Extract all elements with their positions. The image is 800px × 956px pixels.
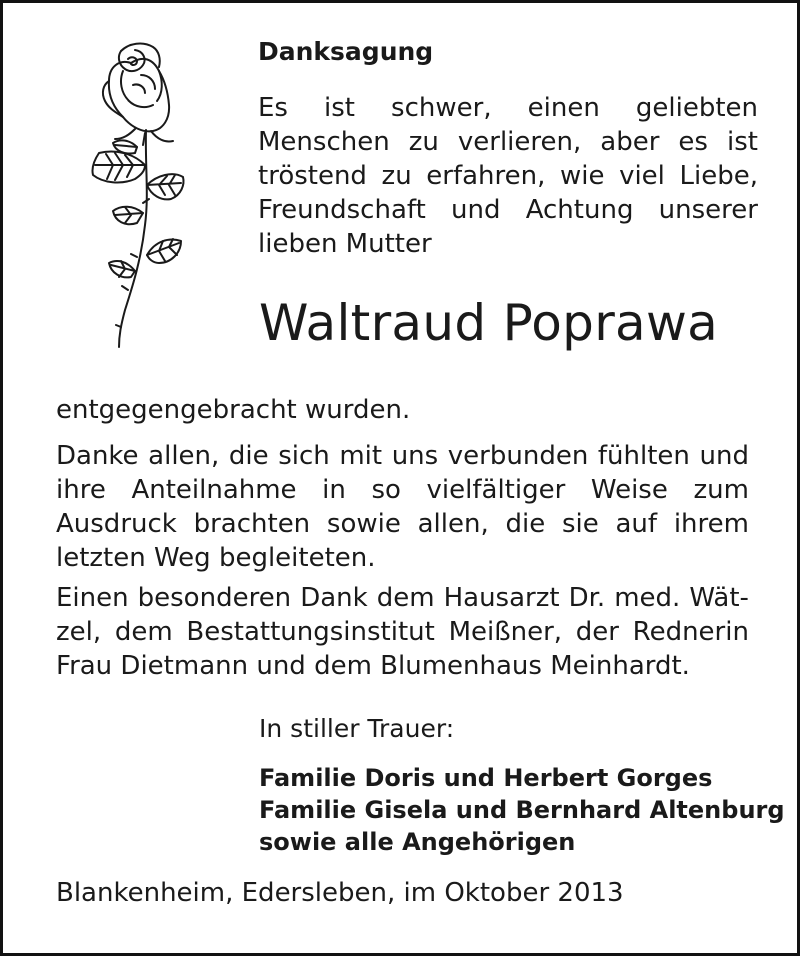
word: zel, <box>56 617 102 647</box>
word: zu <box>408 127 439 157</box>
word: Dr. <box>568 583 606 613</box>
word: Freundschaft <box>258 195 426 225</box>
word: die <box>228 441 269 471</box>
mourner-entry: Familie Doris und Herbert Gorges <box>259 764 713 792</box>
word: vielfältiger <box>426 475 566 505</box>
paragraph-line <box>56 473 749 507</box>
word: Anteilnahme <box>131 475 297 505</box>
word: sie <box>561 509 599 539</box>
word: Es <box>258 93 288 123</box>
mourners-list <box>259 762 785 858</box>
paragraph-line <box>56 541 749 575</box>
intro-line <box>258 227 758 261</box>
word: mit <box>339 441 383 471</box>
word: Meißner, <box>448 617 563 647</box>
paragraph-line <box>56 615 749 649</box>
word: tröstend <box>258 161 367 191</box>
paragraph-line <box>56 439 749 473</box>
word: verlieren, <box>457 127 582 157</box>
word: Dank <box>300 583 368 613</box>
word: Wät- <box>689 583 749 613</box>
word: Ausdruck <box>56 509 177 539</box>
word: und <box>699 441 749 471</box>
intro-line <box>258 91 758 125</box>
word: Hausarzt <box>443 583 560 613</box>
word: ist <box>324 93 355 123</box>
word: unserer <box>658 195 758 225</box>
word: viel <box>619 161 665 191</box>
word: zu <box>381 161 412 191</box>
word: zum <box>693 475 749 505</box>
word: es <box>678 127 708 157</box>
line-text: letzten Weg begleiteten. <box>56 543 376 573</box>
mourner-entry: sowie alle Angehörigen <box>259 828 576 856</box>
line-text: Frau Dietmann und dem Blumenhaus Meinhardt. <box>56 651 690 681</box>
heading: Danksagung <box>258 37 434 66</box>
intro-line <box>258 159 758 193</box>
paragraph-line <box>56 649 749 683</box>
word: Weise <box>590 475 668 505</box>
word: sich <box>278 441 330 471</box>
intro-line <box>258 193 758 227</box>
word: ist <box>726 127 758 157</box>
line-text: entgegengebracht wurden. <box>56 395 411 425</box>
word: dem <box>114 617 173 647</box>
word: Achtung <box>525 195 634 225</box>
word: ihrem <box>673 509 749 539</box>
word: geliebten <box>635 93 758 123</box>
word: dem <box>376 583 435 613</box>
paragraph-line <box>56 393 749 427</box>
word: so <box>371 475 401 505</box>
word: auf <box>615 509 658 539</box>
word: med. <box>614 583 681 613</box>
word: Liebe, <box>679 161 758 191</box>
word: der <box>575 617 619 647</box>
deceased-name: Waltraud Poprawa <box>259 294 719 352</box>
word: aber <box>600 127 660 157</box>
word: Rednerin <box>632 617 749 647</box>
rose-icon <box>73 35 193 353</box>
word: uns <box>391 441 439 471</box>
mourning-label: In stiller Trauer: <box>259 714 455 743</box>
word: Einen <box>56 583 129 613</box>
word: Menschen <box>258 127 390 157</box>
intro-line <box>258 125 758 159</box>
mourner-entry: Familie Gisela und Bernhard Altenburg <box>259 796 785 824</box>
word: allen, <box>148 441 220 471</box>
word: fühlten <box>597 441 690 471</box>
intro-text <box>258 91 758 261</box>
word: einen <box>527 93 600 123</box>
word: in <box>322 475 346 505</box>
line-text: lieben Mutter <box>258 229 432 259</box>
word: schwer, <box>391 93 492 123</box>
word: und <box>451 195 501 225</box>
word: allen, <box>417 509 489 539</box>
word: wie <box>559 161 605 191</box>
word: brachten <box>193 509 311 539</box>
place-date: Blankenheim, Edersleben, im Oktober 2013 <box>56 878 624 908</box>
paragraph-line <box>56 581 749 615</box>
word: die <box>505 509 546 539</box>
word: erfahren, <box>426 161 546 191</box>
word: ihre <box>56 475 106 505</box>
word: Danke <box>56 441 139 471</box>
paragraph-thanks <box>56 439 749 575</box>
paragraph-special-thanks <box>56 581 749 683</box>
word: verbunden <box>447 441 589 471</box>
paragraph-line <box>56 507 749 541</box>
word: besonderen <box>137 583 292 613</box>
word: sowie <box>326 509 401 539</box>
word: Bestattungsinstitut <box>186 617 435 647</box>
paragraph-continuation <box>56 393 749 427</box>
